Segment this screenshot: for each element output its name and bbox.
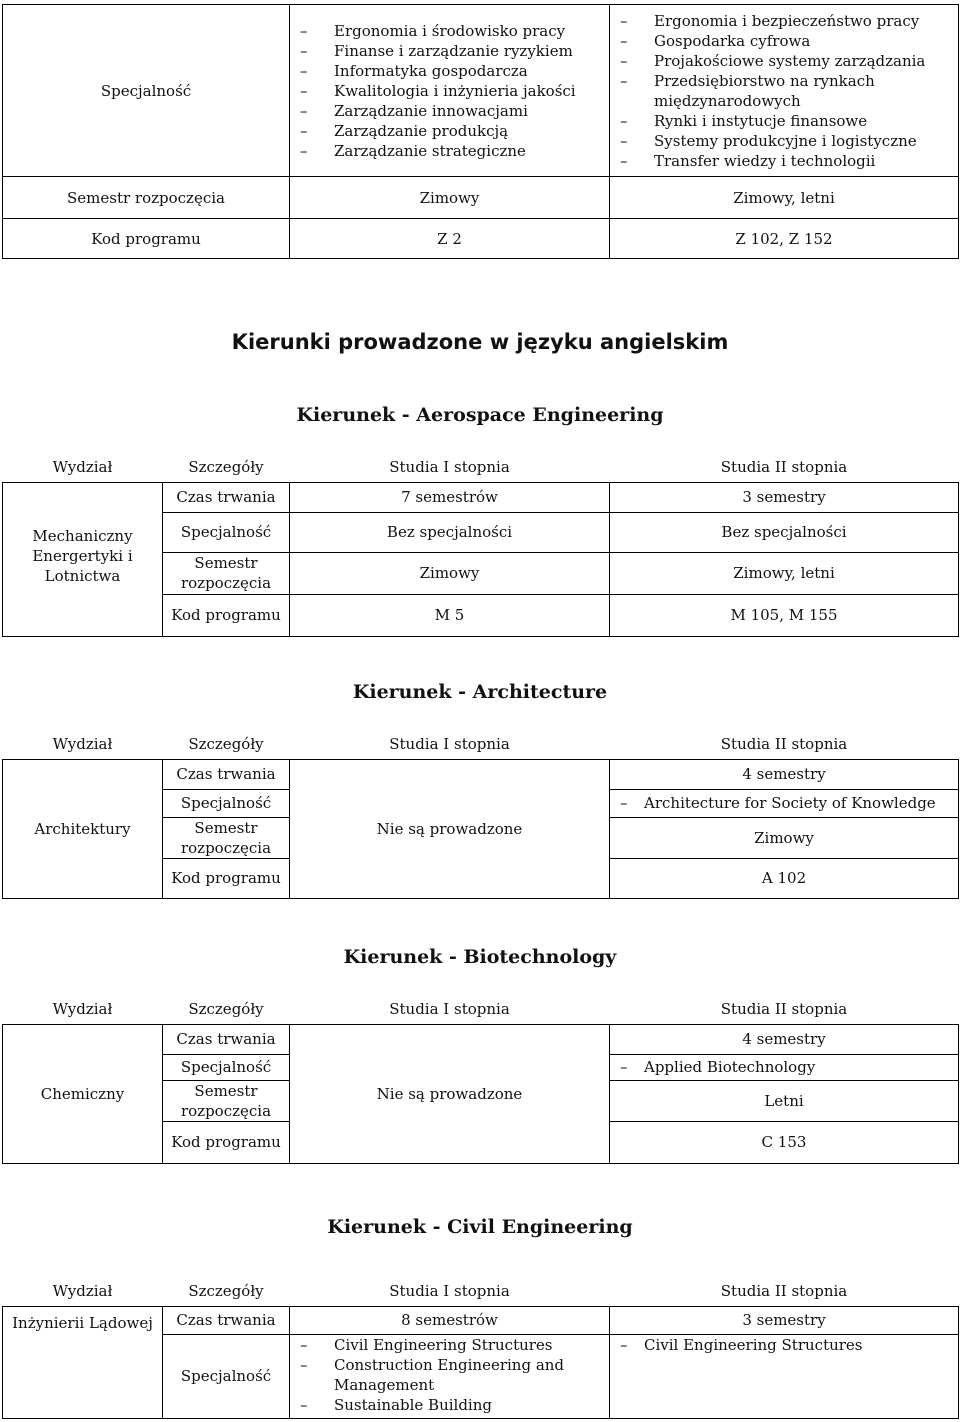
list-item: Systemy produkcyjne i logistyczne bbox=[654, 131, 917, 150]
czas-label: Czas trwania bbox=[163, 482, 290, 512]
header-szczegoly: Szczegóły bbox=[163, 729, 290, 759]
main-heading: Kierunki prowadzone w języku angielskim bbox=[231, 330, 729, 354]
kod-s1: M 5 bbox=[290, 594, 610, 636]
header-szczegoly: Szczegóły bbox=[163, 994, 290, 1024]
czas-label: Czas trwania bbox=[163, 1306, 290, 1334]
header-wydzial: Wydział bbox=[3, 994, 163, 1024]
spec-label: Specjalność bbox=[163, 512, 290, 552]
spec-label: Specjalność bbox=[163, 789, 290, 817]
header-s1: Studia I stopnia bbox=[290, 1276, 610, 1306]
czas-s1: 7 semestrów bbox=[290, 482, 610, 512]
spec-s1: Bez specjalności bbox=[290, 512, 610, 552]
spec-s2: – Architecture for Society of Knowledge bbox=[610, 789, 959, 817]
spec-label: Specjalność bbox=[163, 1054, 290, 1080]
kod-s2: A 102 bbox=[610, 858, 959, 898]
list-item: Transfer wiedzy i technologii bbox=[654, 151, 876, 170]
sem-s2: Zimowy, letni bbox=[610, 552, 959, 594]
czas-s2: 3 semestry bbox=[610, 1306, 959, 1334]
list-item: Przedsiębiorstwo na rynkach międzynarodowych bbox=[654, 71, 875, 110]
list-item: Rynki i instytucje finansowe bbox=[654, 111, 868, 130]
biotechnology-table bbox=[2, 994, 959, 1164]
section-title-biotechnology: Kierunek - Biotechnology bbox=[343, 946, 617, 968]
sem-s2: Letni bbox=[610, 1080, 959, 1121]
list-item: Ergonomia i środowisko pracy bbox=[334, 21, 566, 40]
wydzial-name: Chemiczny bbox=[3, 1024, 163, 1163]
header-s2: Studia II stopnia bbox=[610, 1276, 959, 1306]
wydzial-name: Mechaniczny Energertyki i Lotnictwa bbox=[3, 512, 163, 636]
czas-s1: 8 semestrów bbox=[290, 1306, 610, 1334]
sem-right: Zimowy, letni bbox=[610, 177, 959, 219]
spec-label: Specjalność bbox=[163, 1334, 290, 1418]
kod-s2: M 105, M 155 bbox=[610, 594, 959, 636]
kod-label: Kod programu bbox=[163, 858, 290, 898]
header-s2: Studia II stopnia bbox=[610, 452, 959, 482]
header-wydzial: Wydział bbox=[3, 452, 163, 482]
section-title-architecture: Kierunek - Architecture bbox=[352, 681, 608, 703]
header-wydzial: Wydział bbox=[3, 1276, 163, 1306]
header-s2: Studia II stopnia bbox=[610, 729, 959, 759]
list-item: Projakościowe systemy zarządzania bbox=[654, 51, 926, 70]
list-item: Ergonomia i bezpieczeństwo pracy bbox=[654, 11, 920, 30]
czas-s2: 3 semestry bbox=[610, 482, 959, 512]
czas-label: Czas trwania bbox=[163, 1024, 290, 1054]
header-szczegoly: Szczegóły bbox=[163, 1276, 290, 1306]
spec-s2: Bez specjalności bbox=[610, 512, 959, 552]
list-item: Kwalitologia i inżynieria jakości bbox=[334, 81, 576, 100]
list-item: Architecture for Society of Knowledge bbox=[644, 794, 936, 812]
wydzial-name: Inżynierii Lądowej bbox=[3, 1306, 163, 1418]
kod-label: Kod programu bbox=[163, 1121, 290, 1163]
sem-label: Semestr rozpoczęcia bbox=[163, 1080, 290, 1121]
header-s1: Studia I stopnia bbox=[290, 729, 610, 759]
spec-s2: – Civil Engineering Structures bbox=[610, 1334, 959, 1418]
sem-label: Semestr rozpoczęcia bbox=[3, 177, 290, 219]
section-title-aerospace: Kierunek - Aerospace Engineering bbox=[296, 404, 664, 426]
list-item: Sustainable Building bbox=[334, 1395, 492, 1414]
kod-s2: C 153 bbox=[610, 1121, 959, 1163]
list-item: Zarządzanie produkcją bbox=[334, 121, 509, 140]
list-item: Finanse i zarządzanie ryzykiem bbox=[334, 41, 573, 60]
sem-left: Zimowy bbox=[290, 177, 610, 219]
kod-label: Kod programu bbox=[3, 219, 290, 259]
list-item: Applied Biotechnology bbox=[644, 1058, 816, 1076]
header-s1: Studia I stopnia bbox=[290, 452, 610, 482]
sem-s1: Zimowy bbox=[290, 552, 610, 594]
header-s2: Studia II stopnia bbox=[610, 994, 959, 1024]
wydzial-name: Architektury bbox=[3, 759, 163, 898]
section-title-civil: Kierunek - Civil Engineering bbox=[327, 1216, 633, 1238]
list-item: Construction Engineering and Management bbox=[334, 1355, 565, 1394]
spec-list-right: – Ergonomia i bezpieczeństwo pracy – Gospodarka cyfrowa – Projakościowe systemy zarządzania – Przedsiębiorstwo na rynkach międzynarodowych – Rynki i instytucje finansowe – Systemy produkcyjne i logistyczne – Transfer wiedzy i technologii bbox=[610, 5, 959, 177]
civil-table bbox=[2, 1276, 959, 1419]
s1-not-offered: Nie są prowadzone bbox=[290, 1024, 610, 1163]
list-item: Zarządzanie strategiczne bbox=[334, 141, 526, 160]
header-szczegoly: Szczegóły bbox=[163, 452, 290, 482]
header-wydzial: Wydział bbox=[3, 729, 163, 759]
list-item: Civil Engineering Structures bbox=[644, 1335, 863, 1354]
header-s1: Studia I stopnia bbox=[290, 994, 610, 1024]
architecture-table bbox=[2, 729, 959, 899]
kod-right: Z 102, Z 152 bbox=[610, 219, 959, 259]
list-item: Zarządzanie innowacjami bbox=[334, 101, 528, 120]
aerospace-table bbox=[2, 452, 959, 637]
spec-s1: – Civil Engineering Structures – Construction Engineering and Management – Sustainable Building bbox=[290, 1334, 610, 1418]
sem-label: Semestr rozpoczęcia bbox=[163, 552, 290, 594]
list-item: Civil Engineering Structures bbox=[334, 1335, 553, 1354]
top-table bbox=[2, 4, 959, 259]
list-item: Informatyka gospodarcza bbox=[334, 61, 528, 80]
czas-s2: 4 semestry bbox=[610, 759, 959, 789]
spec-s2: – Applied Biotechnology bbox=[610, 1054, 959, 1080]
sem-label: Semestr rozpoczęcia bbox=[163, 817, 290, 858]
czas-s2: 4 semestry bbox=[610, 1024, 959, 1054]
spec-label: Specjalność bbox=[3, 5, 290, 177]
s1-not-offered: Nie są prowadzone bbox=[290, 759, 610, 898]
kod-left: Z 2 bbox=[290, 219, 610, 259]
spec-list-left: – Ergonomia i środowisko pracy – Finanse i zarządzanie ryzykiem – Informatyka gospodarcza – Kwalitologia i inżynieria jakości – Zarządzanie innowacjami – Zarządzanie produkcją – Zarządzanie strategiczne bbox=[290, 5, 610, 177]
list-item: Gospodarka cyfrowa bbox=[654, 31, 811, 50]
kod-label: Kod programu bbox=[163, 594, 290, 636]
sem-s2: Zimowy bbox=[610, 817, 959, 858]
czas-label: Czas trwania bbox=[163, 759, 290, 789]
